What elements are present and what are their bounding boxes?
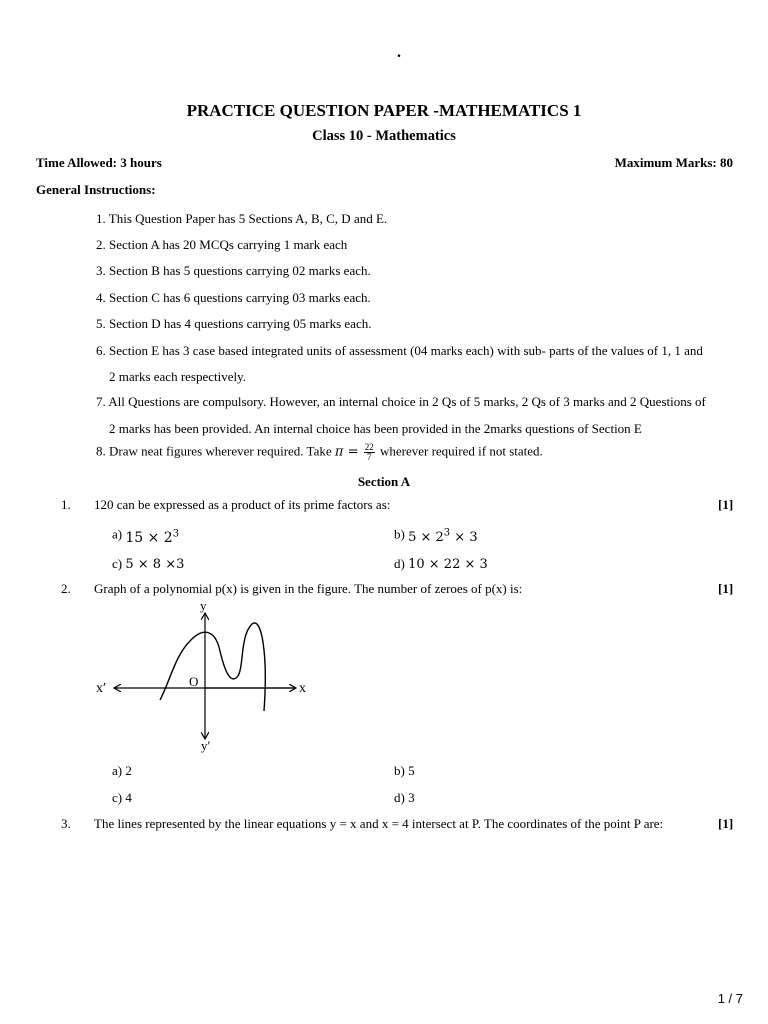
option-c [112, 790, 132, 806]
instruction-item-continued: 2 marks has been provided. An internal choice has been provided in the 2marks questions of Section E [109, 421, 642, 436]
option-label: a) [112, 763, 123, 778]
instruction-8-text: 8. Draw neat figures wherever required. Take [96, 443, 335, 459]
pi-fraction [364, 443, 375, 462]
option-value: 4 [125, 790, 132, 805]
option-value: $5 \times 2^3 \times 3$ [408, 528, 478, 546]
option-label: a) [112, 526, 123, 542]
option-value: 5 [408, 763, 415, 778]
question-text: Graph of a polynomial p(x) is given in the figure. The number of zeroes of p(x) is: [94, 581, 523, 596]
option-c [112, 556, 184, 572]
question-number: 2. [61, 581, 71, 596]
option-value: 2 [125, 763, 132, 778]
instruction-item: 3. Section B has 5 questions carrying 02 marks each. [96, 263, 371, 278]
page-number: 1 / 7 [717, 991, 743, 1006]
option-d [394, 790, 415, 806]
option-value: 3 [408, 790, 415, 805]
option-b [394, 525, 478, 546]
question-number: 1. [61, 497, 71, 512]
option-label: b) [394, 526, 405, 542]
option-label: d) [394, 790, 405, 805]
section-a-heading: Section A [357, 474, 411, 489]
question-text: The lines represented by the linear equations y = x and x = 4 intersect at P. The coordinates of the point P are: [94, 816, 664, 831]
paper-title: PRACTICE QUESTION PAPER -MATHEMATICS 1 [186, 101, 582, 120]
instruction-item-8 [96, 443, 543, 462]
origin-label: O [189, 674, 199, 689]
instruction-item: 4. Section C has 6 questions carrying 03 marks each. [96, 290, 371, 305]
polynomial-graph-figure [90, 596, 330, 756]
instruction-item: 1. This Question Paper has 5 Sections A, B, C, D and E. [96, 211, 388, 226]
question-number: 3. [61, 816, 71, 831]
option-label: c) [112, 790, 123, 805]
maximum-marks: Maximum Marks: 80 [614, 155, 733, 170]
option-label: c) [112, 556, 123, 571]
instruction-item-continued: 2 marks each respectively. [109, 369, 247, 384]
option-a [112, 525, 180, 546]
y-prime-label: y′ [201, 738, 211, 753]
question-marks: [1] [718, 581, 734, 596]
option-label: b) [394, 763, 405, 778]
x-axis-label: x [299, 681, 306, 696]
instruction-item: 6. Section E has 3 case based integrated units of assessment (04 marks each) with sub- parts of the values of 1, 1 and [96, 343, 703, 358]
instruction-item: 5. Section D has 4 questions carrying 05 marks each. [96, 316, 372, 331]
option-value: 5 × 8 ×3 [125, 557, 185, 572]
instruction-item: 2. Section A has 20 MCQs carrying 1 mark each [96, 237, 348, 252]
instruction-8-text-end: wherever required if not stated. [376, 443, 543, 459]
option-value: 10 × 22 × 3 [408, 557, 488, 572]
pi-symbol: π = [334, 444, 359, 460]
option-label: d) [394, 556, 405, 571]
general-instructions-heading: General Instructions: [36, 182, 156, 197]
option-b [394, 763, 415, 779]
fraction-numerator: 22 [364, 442, 374, 452]
option-value: $15 \times 2^3$ [125, 528, 180, 546]
question-marks: [1] [718, 816, 734, 831]
y-axis-label: y [200, 598, 207, 613]
option-a [112, 763, 132, 779]
paper-subtitle: Class 10 - Mathematics [312, 128, 456, 144]
time-allowed: Time Allowed: 3 hours [36, 155, 162, 170]
option-d [394, 556, 488, 572]
fraction-denominator: 7 [366, 452, 372, 462]
question-marks: [1] [718, 497, 734, 512]
polynomial-curve [160, 623, 265, 711]
question-text: 120 can be expressed as a product of its prime factors as: [94, 497, 391, 512]
instruction-item: 7. All Questions are compulsory. However, an internal choice in 2 Qs of 5 marks, 2 Qs of 3 marks and 2 Questions of [96, 394, 706, 409]
x-prime-label: x′ [96, 681, 107, 696]
header-dot: . [397, 44, 401, 61]
